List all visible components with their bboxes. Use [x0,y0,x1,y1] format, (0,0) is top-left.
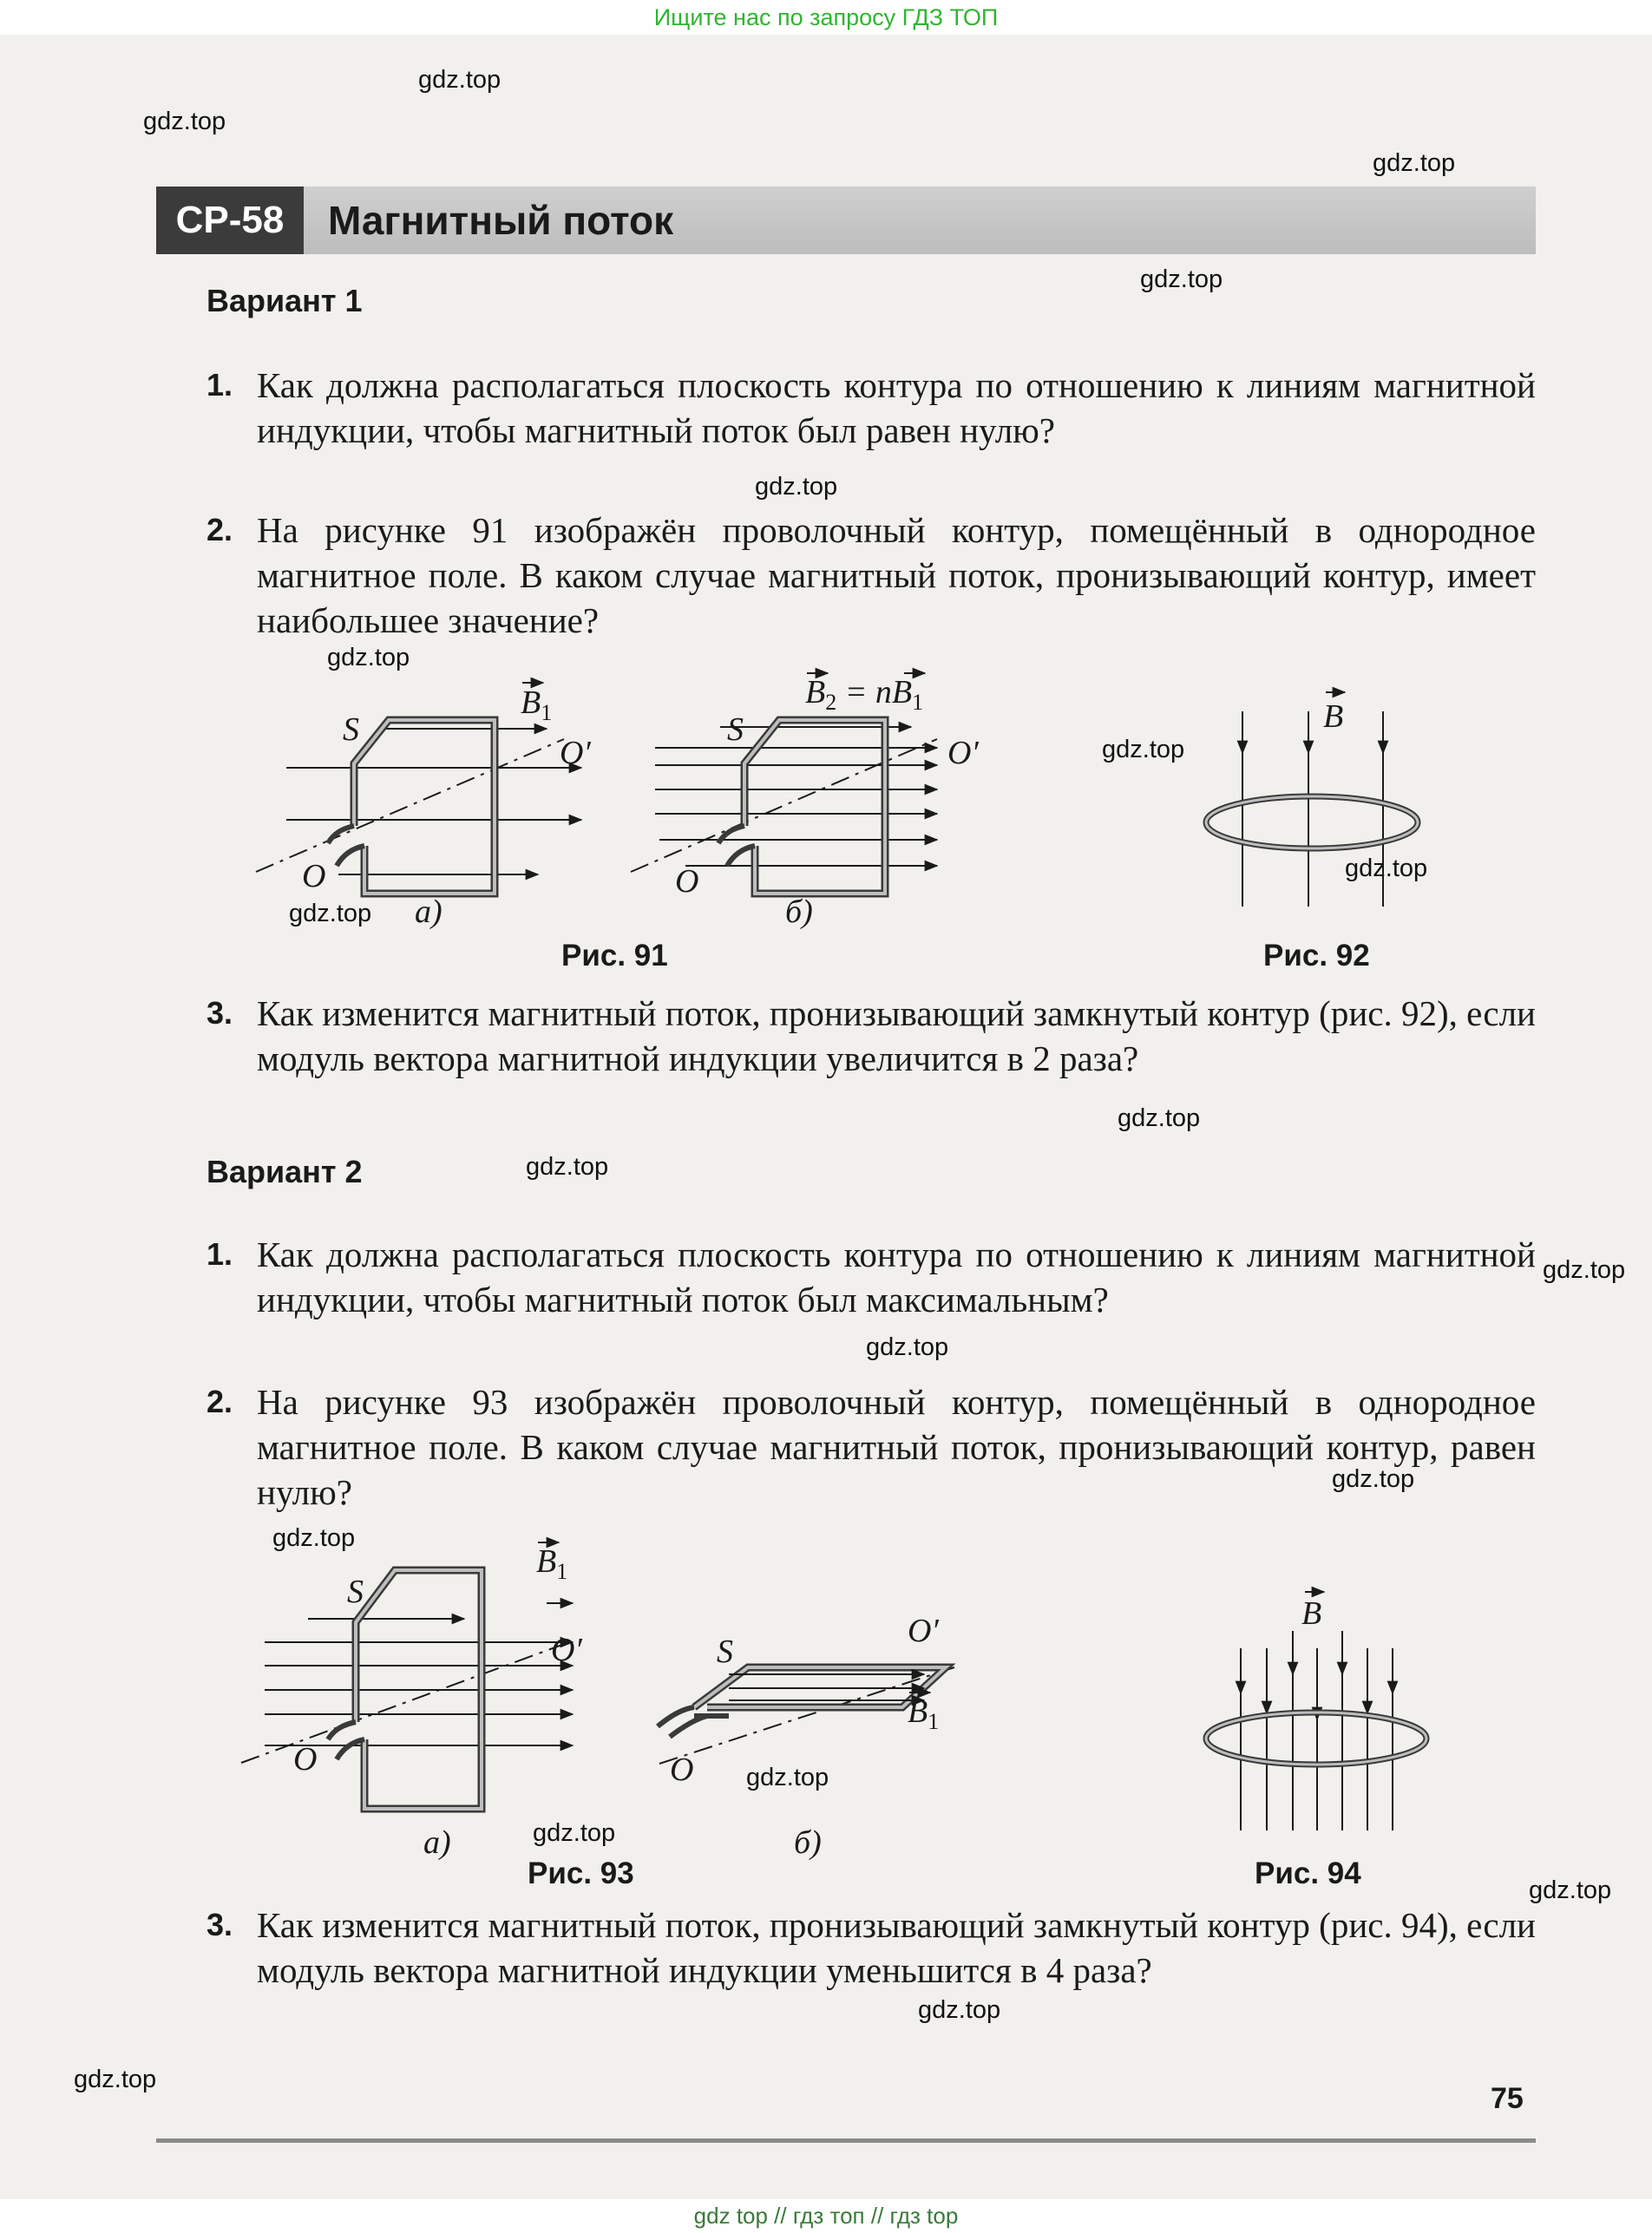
fig93a-B1-label: $B_1$ [536,1543,568,1584]
fig93b-Oprime-label: O′ [908,1613,939,1649]
section-code: СР-58 [156,187,304,254]
watermark: gdz.top [866,1333,949,1361]
fig93b-variant-label: б) [794,1824,822,1861]
watermark: gdz.top [272,1524,356,1552]
question-number: 1. [206,1236,233,1272]
footer-rule [156,2138,1536,2143]
watermark: gdz.top [918,1996,1001,2024]
fig91a-Oprime-label: O′ [560,735,591,771]
variant-1-heading: Вариант 1 [206,283,363,318]
section-title: Магнитный поток [328,198,674,243]
watermark: gdz.top [418,66,502,94]
fig91b-O-label: O [675,863,699,900]
fig93b-S-label: S [717,1634,733,1670]
watermark: gdz.top [1332,1465,1415,1493]
fig93b-O-label: O [670,1752,694,1788]
watermark: gdz.top [143,108,226,135]
fig91a-B1-label: $B_1$ [521,684,553,725]
fig94-diagram [1206,1592,1426,1830]
question-number: 2. [206,1384,233,1419]
fig91-caption: Рис. 91 [561,939,668,972]
fig93-b-diagram [658,1613,954,1861]
fig93-a-diagram [241,1542,582,1861]
fig94-caption: Рис. 94 [1255,1856,1361,1890]
fig91a-variant-label: а) [415,894,442,930]
page-number: 75 [1491,2082,1524,2115]
watermark: gdz.top [1345,855,1428,882]
question-text: Как должна располагаться плоскость контура по отношению к линиям магнитной индукции, чтобы магнитный поток был равен нулю? [257,365,1536,450]
watermark: gdz.top [526,1153,609,1181]
fig93a-S-label: S [347,1574,364,1610]
fig93b-B1-label: $B_1$ [908,1693,940,1734]
watermark: gdz.top [327,644,410,671]
watermark: gdz.top [746,1764,829,1791]
question-text: На рисунке 93 изображён проволочный контур, помещённый в однородное магнитное поле. В каком случае магнитный поток, пронизывающий контур, равен нулю? [257,1382,1536,1512]
fig92-B-label: B [1323,698,1344,735]
variant-2-heading: Вариант 2 [206,1154,363,1189]
watermark: gdz.top [1529,1876,1612,1904]
question-number: 3. [206,995,233,1031]
question-text: Как изменится магнитный поток, пронизывающий замкнутый контур (рис. 92), если модуль вектора магнитной индукции увеличится в 2 раза? [257,993,1536,1078]
watermark: gdz.top [289,900,372,927]
top-banner[interactable]: Ищите нас по запросу ГДЗ ТОП [653,4,999,30]
fig91b-B2-label: $B_2 = nB_1$ [805,674,924,715]
watermark: gdz.top [533,1819,616,1847]
watermark: gdz.top [1102,736,1185,763]
fig91a-S-label: S [343,711,359,748]
fig91b-S-label: S [727,711,744,748]
bottom-banner[interactable]: gdz top // гдз топ // гдз top [693,2203,959,2229]
fig93a-O-label: O [293,1741,318,1778]
fig91a-O-label: O [302,858,326,894]
fig91b-Oprime-label: O′ [947,735,979,771]
fig93-caption: Рис. 93 [528,1856,634,1890]
question-number: 1. [206,367,233,403]
watermark: gdz.top [74,2066,157,2093]
variant-2-question-3 [206,1902,1536,1993]
question-number: 2. [206,512,233,547]
question-text: На рисунке 91 изображён проволочный контур, помещённый в однородное магнитное поле. В каком случае магнитный поток, пронизывающий контур, имеет наибольшее значение? [257,510,1536,640]
fig93a-Oprime-label: O′ [551,1632,582,1668]
question-text: Как изменится магнитный поток, пронизывающий замкнутый контур (рис. 94), если модуль вектора магнитной индукции уменьшится в 4 раза? [257,1905,1536,1990]
fig92-caption: Рис. 92 [1263,939,1370,972]
watermark: gdz.top [755,473,838,501]
watermark: gdz.top [1140,265,1223,293]
question-number: 3. [206,1907,233,1942]
watermark: gdz.top [1373,149,1456,177]
fig91b-variant-label: б) [785,894,813,930]
fig93a-variant-label: а) [423,1824,451,1861]
question-text: Как должна располагаться плоскость контура по отношению к линиям магнитной индукции, чтобы магнитный поток был максимальным? [257,1234,1536,1320]
watermark: gdz.top [1543,1256,1626,1284]
fig94-B-label: B [1301,1595,1322,1632]
watermark: gdz.top [1118,1104,1201,1132]
